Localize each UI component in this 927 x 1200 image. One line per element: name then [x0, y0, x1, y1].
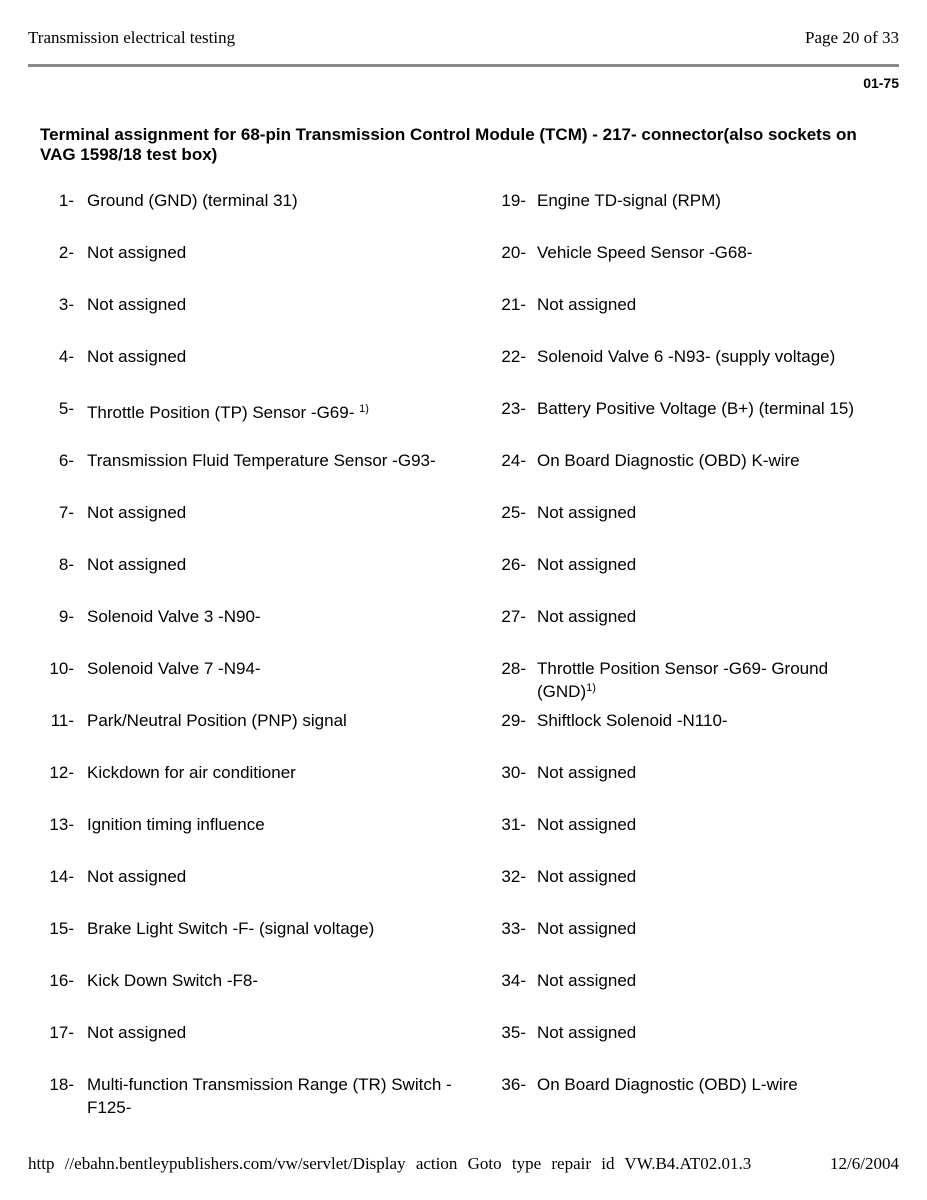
terminal-number: 11- — [50, 711, 74, 730]
terminal-description-text: Ground (GND) (terminal 31) — [87, 191, 298, 210]
terminal-description — [87, 1021, 186, 1044]
terminal-number: 6- — [58, 451, 74, 470]
terminal-description — [87, 1073, 452, 1119]
terminal-description-text: Not assigned — [537, 295, 637, 314]
terminal-number: 7- — [58, 503, 74, 522]
terminal-description-text: Not assigned — [537, 763, 637, 782]
terminal-description-text: Not assigned — [87, 1023, 187, 1042]
terminal-description-text: Solenoid Valve 3 -N90- — [87, 607, 261, 626]
terminal-number: 21- — [501, 295, 526, 314]
terminal-description-text: Battery Positive Voltage (B+) (terminal 15) — [537, 399, 854, 418]
terminal-description-text: Not assigned — [537, 867, 637, 886]
terminal-description — [537, 293, 636, 316]
terminal-number: 15- — [49, 919, 74, 938]
terminal-number: 26- — [501, 555, 526, 574]
terminal-number: 18- — [49, 1075, 74, 1094]
terminal-description — [87, 241, 186, 264]
terminal-description — [537, 397, 854, 420]
terminal-description-text: On Board Diagnostic (OBD) L-wire — [537, 1075, 798, 1094]
terminal-description-text: Multi-function Transmission Range (TR) Switch - — [87, 1075, 452, 1094]
document-number: 01-75 — [863, 75, 899, 91]
section-title: Terminal assignment for 68-pin Transmission Control Module (TCM) - 217- connector(also sockets on VAG 1598/18 test box) — [40, 125, 857, 164]
terminal-description — [87, 293, 186, 316]
terminal-description — [537, 709, 728, 732]
terminal-description-text: Not assigned — [537, 815, 637, 834]
terminal-description-text: Brake Light Switch -F- (signal voltage) — [87, 919, 375, 938]
terminal-description-text: Not assigned — [537, 971, 637, 990]
terminal-number: 32- — [501, 867, 526, 886]
terminal-number: 8- — [58, 555, 74, 574]
terminal-number: 28- — [501, 659, 526, 678]
terminal-description — [87, 917, 374, 940]
terminal-description — [537, 501, 636, 524]
terminal-number: 1- — [58, 191, 74, 210]
terminal-description-text: Kickdown for air conditioner — [87, 763, 296, 782]
footnote-marker: 1) — [359, 403, 369, 415]
terminal-description-text: Not assigned — [87, 503, 187, 522]
terminal-description — [537, 813, 636, 836]
terminal-number: 30- — [501, 763, 526, 782]
terminal-number: 2- — [58, 243, 74, 262]
terminal-description-text: Not assigned — [537, 607, 637, 626]
terminal-description-continuation: F125- — [87, 1098, 132, 1117]
terminal-number: 3- — [58, 295, 74, 314]
terminal-description-text: Not assigned — [537, 919, 637, 938]
terminal-description — [87, 449, 436, 472]
terminal-description — [537, 241, 752, 264]
terminal-description — [537, 1021, 636, 1044]
terminal-description-text: Throttle Position (TP) Sensor -G69- — [87, 403, 360, 422]
terminal-description — [537, 1073, 798, 1096]
terminal-description-text: Not assigned — [87, 867, 187, 886]
terminal-number: 35- — [501, 1023, 526, 1042]
terminal-description — [537, 969, 636, 992]
terminal-description — [87, 553, 186, 576]
terminal-number: 12- — [49, 763, 74, 782]
terminal-description — [537, 761, 636, 784]
terminal-description-text: Shiftlock Solenoid -N110- — [537, 711, 728, 730]
terminal-number: 25- — [501, 503, 526, 522]
terminal-number: 27- — [501, 607, 526, 626]
terminal-number: 20- — [501, 243, 526, 262]
terminal-description — [537, 657, 828, 703]
terminal-description-text: Vehicle Speed Sensor -G68- — [537, 243, 753, 262]
terminal-number: 17- — [49, 1023, 74, 1042]
terminal-description — [87, 605, 261, 628]
terminal-description-text: Not assigned — [537, 503, 637, 522]
terminal-number: 19- — [501, 191, 526, 210]
terminal-description-text: Not assigned — [87, 555, 187, 574]
footer-date: 12/6/2004 — [830, 1154, 899, 1173]
terminal-number: 36- — [501, 1075, 526, 1094]
terminal-description-text: Kick Down Switch -F8- — [87, 971, 258, 990]
terminal-description — [87, 345, 186, 368]
terminal-description-text: Not assigned — [537, 1023, 637, 1042]
terminal-description — [87, 761, 296, 784]
terminal-description — [537, 605, 636, 628]
terminal-number: 13- — [49, 815, 74, 834]
terminal-description — [87, 813, 265, 836]
terminal-number: 5- — [58, 399, 74, 418]
terminal-description — [87, 709, 347, 732]
terminal-number: 16- — [49, 971, 74, 990]
terminal-description — [537, 345, 835, 368]
terminal-description-text: Not assigned — [537, 555, 637, 574]
footer-url: http //ebahn.bentleypublishers.com/vw/servlet/Display action Goto type repair id VW.B4.AT02.01.3 — [28, 1154, 752, 1173]
terminal-number: 9- — [58, 607, 74, 626]
terminal-number: 22- — [501, 347, 526, 366]
terminal-number: 33- — [501, 919, 526, 938]
terminal-description-text: Not assigned — [87, 243, 187, 262]
terminal-number: 4- — [58, 347, 74, 366]
terminal-description — [537, 865, 636, 888]
terminal-description — [537, 449, 800, 472]
terminal-description — [87, 969, 258, 992]
terminal-description — [87, 865, 186, 888]
terminal-description — [537, 553, 636, 576]
terminal-description-text: Park/Neutral Position (PNP) signal — [87, 711, 347, 730]
terminal-number: 29- — [501, 711, 526, 730]
page-number: Page 20 of 33 — [805, 28, 899, 47]
header-title: Transmission electrical testing — [28, 28, 236, 47]
terminal-description-text: Engine TD-signal (RPM) — [537, 191, 721, 210]
terminal-number: 14- — [49, 867, 74, 886]
footnote-marker: 1) — [586, 682, 596, 694]
terminal-description-text: Transmission Fluid Temperature Sensor -G93- — [87, 451, 436, 470]
terminal-number: 24- — [501, 451, 526, 470]
terminal-description — [87, 401, 369, 424]
terminal-description-text: Ignition timing influence — [87, 815, 265, 834]
terminal-description — [87, 189, 298, 212]
terminal-description — [87, 501, 186, 524]
terminal-description-text: Not assigned — [87, 347, 187, 366]
terminal-number: 34- — [501, 971, 526, 990]
terminal-description-text: Solenoid Valve 6 -N93- (supply voltage) — [537, 347, 836, 366]
terminal-description — [537, 917, 636, 940]
terminal-description — [87, 657, 261, 680]
terminal-description — [537, 189, 721, 212]
terminal-number: 23- — [501, 399, 526, 418]
terminal-description-text: On Board Diagnostic (OBD) K-wire — [537, 451, 800, 470]
terminal-description-text: Not assigned — [87, 295, 187, 314]
terminal-number: 31- — [501, 815, 526, 834]
terminal-description-text: Solenoid Valve 7 -N94- — [87, 659, 261, 678]
terminal-description-text: Throttle Position Sensor -G69- Ground — [537, 659, 829, 678]
terminal-description-continuation: (GND) — [537, 682, 587, 701]
terminal-number: 10- — [49, 659, 74, 678]
